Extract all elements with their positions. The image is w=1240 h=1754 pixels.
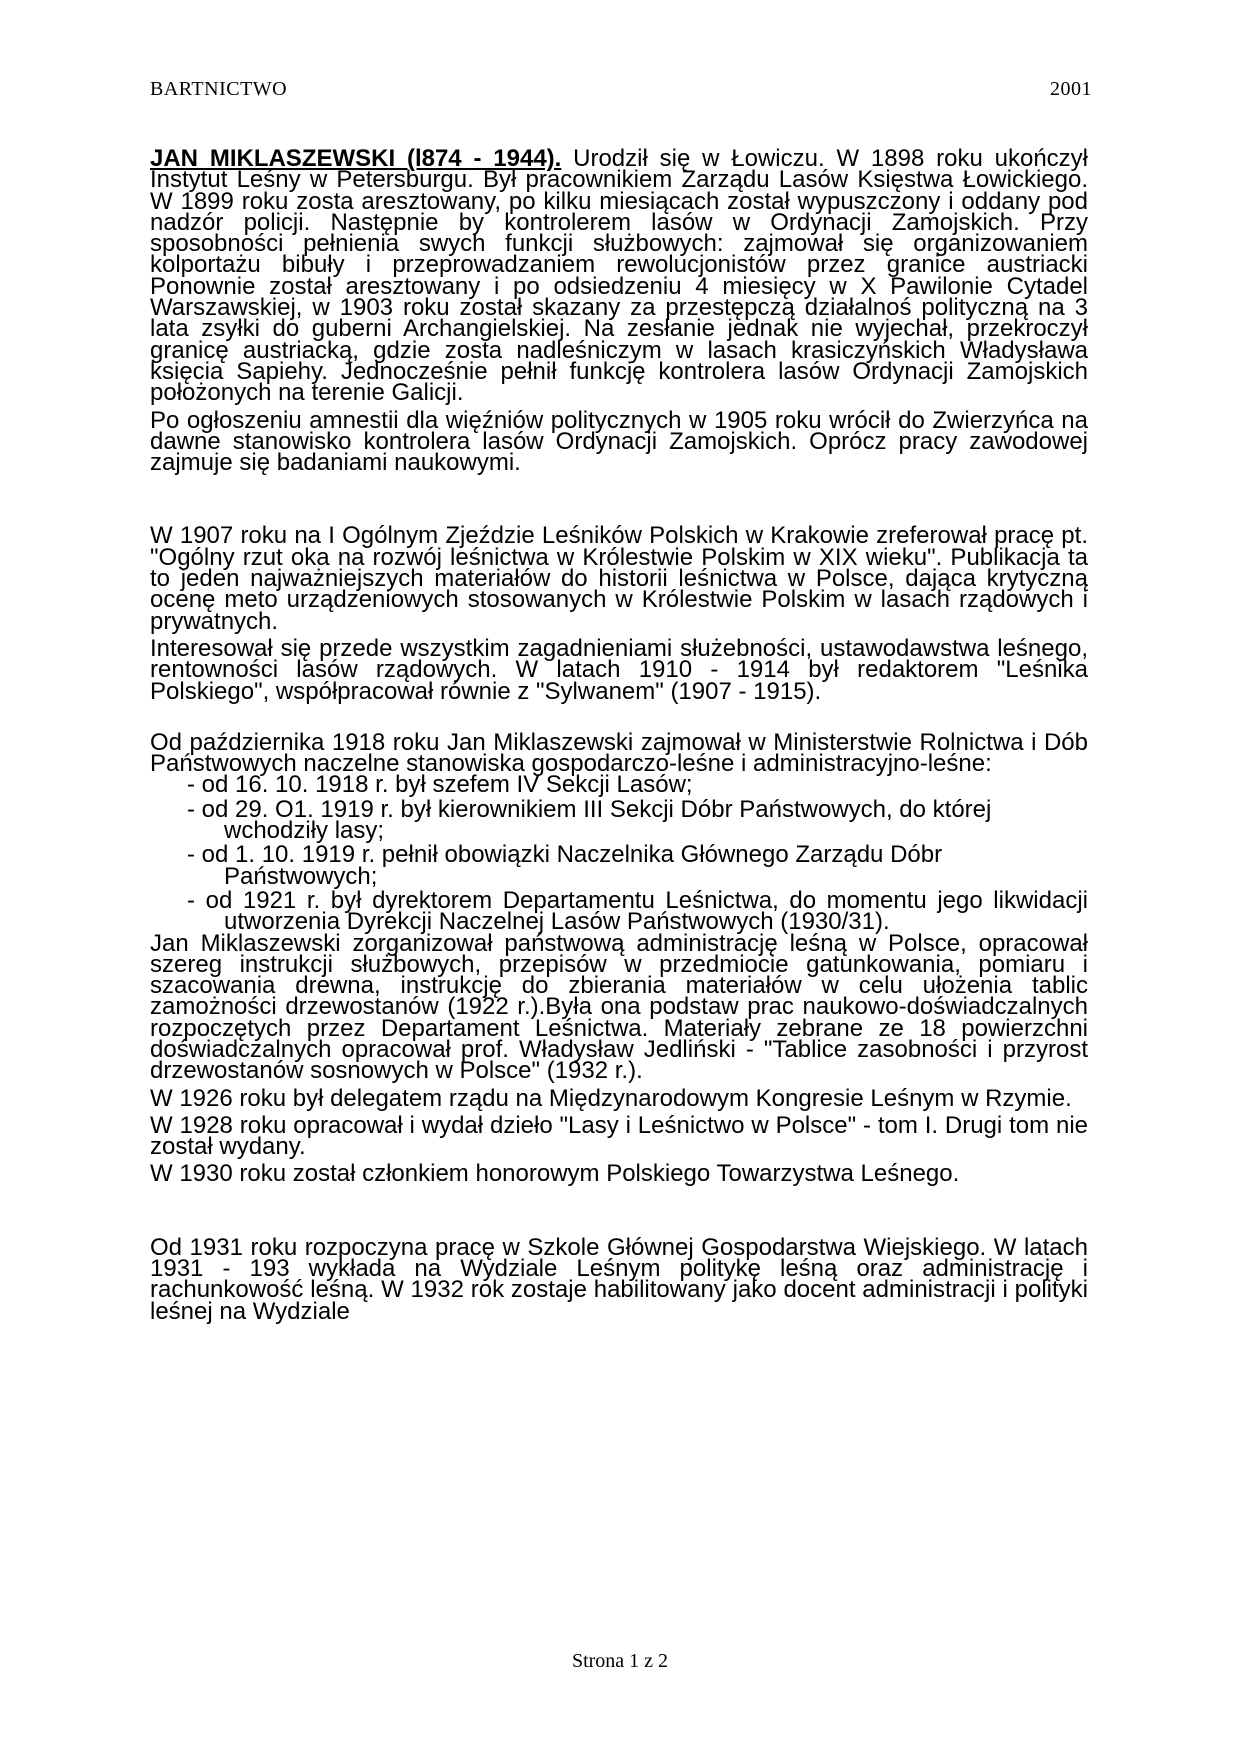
person-name-heading: JAN MIKLASZEWSKI (l874 - 1944). (150, 145, 562, 172)
paragraph-1928: W 1928 roku opracował i wydał dzieło "Lasy i Leśnictwo w Polsce" - tom I. Drugi tom nie został wydany. (150, 1111, 1088, 1161)
page-number-footer: Strona 1 z 2 (571, 1650, 669, 1672)
header-title: BARTNICTWO (150, 78, 288, 100)
paragraph-ministry: Od października 1918 roku Jan Miklaszewski zajmował w Ministerstwie Rolnictwa i Dób Państwowych naczelne stanowiska gospodarczo-leśne i administracyjno-leśne: (150, 728, 1088, 778)
list-item: - od 16. 10. 1918 r. był szefem IV Sekcji Lasów; (187, 771, 693, 799)
paragraph-interests: Interesował się przede wszystkim zagadnieniami służebności, ustawodawstwa leśnego, rentowności lasów rządowych. W latach 1910 - 1914 był redaktorem "Leśnika Polskiego", współpracował równie z "Sylwanem" (1907 - 1915). (150, 634, 1088, 705)
paragraph-congress-1907: W 1907 roku na I Ogólnym Zjeździe Leśników Polskich w Krakowie zreferował pracę pt. "Ogólny rzut oka na rozwój leśnictwa w Królestwie Polskim w XIX wieku". Publikacja ta to jeden najważniejszych materiałów do historii leśnictwa w Polsce, dająca krytyczną ocenę meto urządzeniowych stosowanych w Królestwie Polskim w lasach rządowych i prywatnych. (150, 522, 1088, 635)
list-item: - od 29. O1. 1919 r. był kierownikiem III Sekcji Dóbr Państwowych, do której wchodziły lasy; (187, 795, 992, 845)
paragraph-1931: Od 1931 roku rozpoczyna pracę w Szkole Głównej Gospodarstwa Wiejskiego. W latach 1931 - 193 wykłada na Wydziale Leśnym politykę leśną oraz administrację i rachunkowość leśną. W 1932 rok zostaje habilitowany jako docent administracji i polityki leśnej na Wydziale (150, 1233, 1088, 1325)
paragraph-intro-text: Urodził się w Łowiczu. W 1898 roku ukończył Instytut Leśny w Petersburgu. Był pracownikiem Zarządu Lasów Księstwa Łowickiego. W 1899 roku zosta aresztowany, po kilku miesiącach został wypuszczony i oddany pod nadzór policji. Następnie by kontrolerem lasów w Ordynacji Zamojskich. Przy sposobności pełnienia swych funkcji służbowych: zajmował się organizowaniem kolportażu bibuły i przeprowadzaniem rewolucjonistów przez granice austriacki Ponownie został aresztowany i po odsiedzeniu 4 miesięcy w X Pawilonie Cytadel Warszawskiej, w 1903 roku został skazany za przestępczą działalnoś polityczną na 3 lata zsyłki do guberni Archangielskiej. Na zesłanie jednak nie wyjechał, przekroczył granicę austriacką, gdzie zosta nadleśniczym w lasach krasiczyńskich Władysława księcia Sapiehy. Jednocześnie pełnił funkcję kontrolera lasów Ordynacji Zamojskich położonych na terenie Galicji. (150, 145, 1088, 407)
list-item: - od 1. 10. 1919 r. pełnił obowiązki Naczelnika Głównego Zarządu Dóbr Państwowych; (187, 841, 943, 890)
positions-list (150, 771, 1088, 936)
paragraph-intro (150, 145, 1088, 407)
document-body (150, 145, 1088, 1325)
paragraph-1930: W 1930 roku został członkiem honorowym Polskiego Towarzystwa Leśnego. (150, 1160, 960, 1188)
paragraph-administration: Jan Miklaszewski zorganizował państwową administrację leśną w Polsce, opracował szereg instrukcji służbowych, przepisów w przedmiocie gatunkowania, pomiaru i szacowania drewna, instrukcję do zbierania materiałów w celu ułożenia tablic zamożności drzewostanów (1922 r.).Była ona podstaw prac naukowo-doświadczalnych rozpoczętych przez Departament Leśnictwa. Materiały zebrane ze 18 powierzchni doświadczalnych opracował prof. Władysław Jedliński - "Tablice zasobności i przyrost drzewostanów sosnowych w Polsce" (1932 r.). (150, 929, 1088, 1085)
paragraph-1926: W 1926 roku był delegatem rządu na Międzynarodowym Kongresie Leśnym w Rzymie. (150, 1084, 1072, 1112)
list-item: - od 1921 r. był dyrektorem Departamentu Leśnictwa, do momentu jego likwidacji utworzenia Dyrekcji Naczelnej Lasów Państwowych (1930/31). (187, 886, 1088, 936)
header-year: 2001 (1050, 78, 1092, 100)
paragraph-amnesty: Po ogłoszeniu amnestii dla więźniów politycznych w 1905 roku wrócił do Zwierzyńca na dawne stanowisko kontrolera lasów Ordynacji Zamojskich. Oprócz pracy zawodowej zajmuje się badaniami naukowymi. (150, 406, 1088, 477)
